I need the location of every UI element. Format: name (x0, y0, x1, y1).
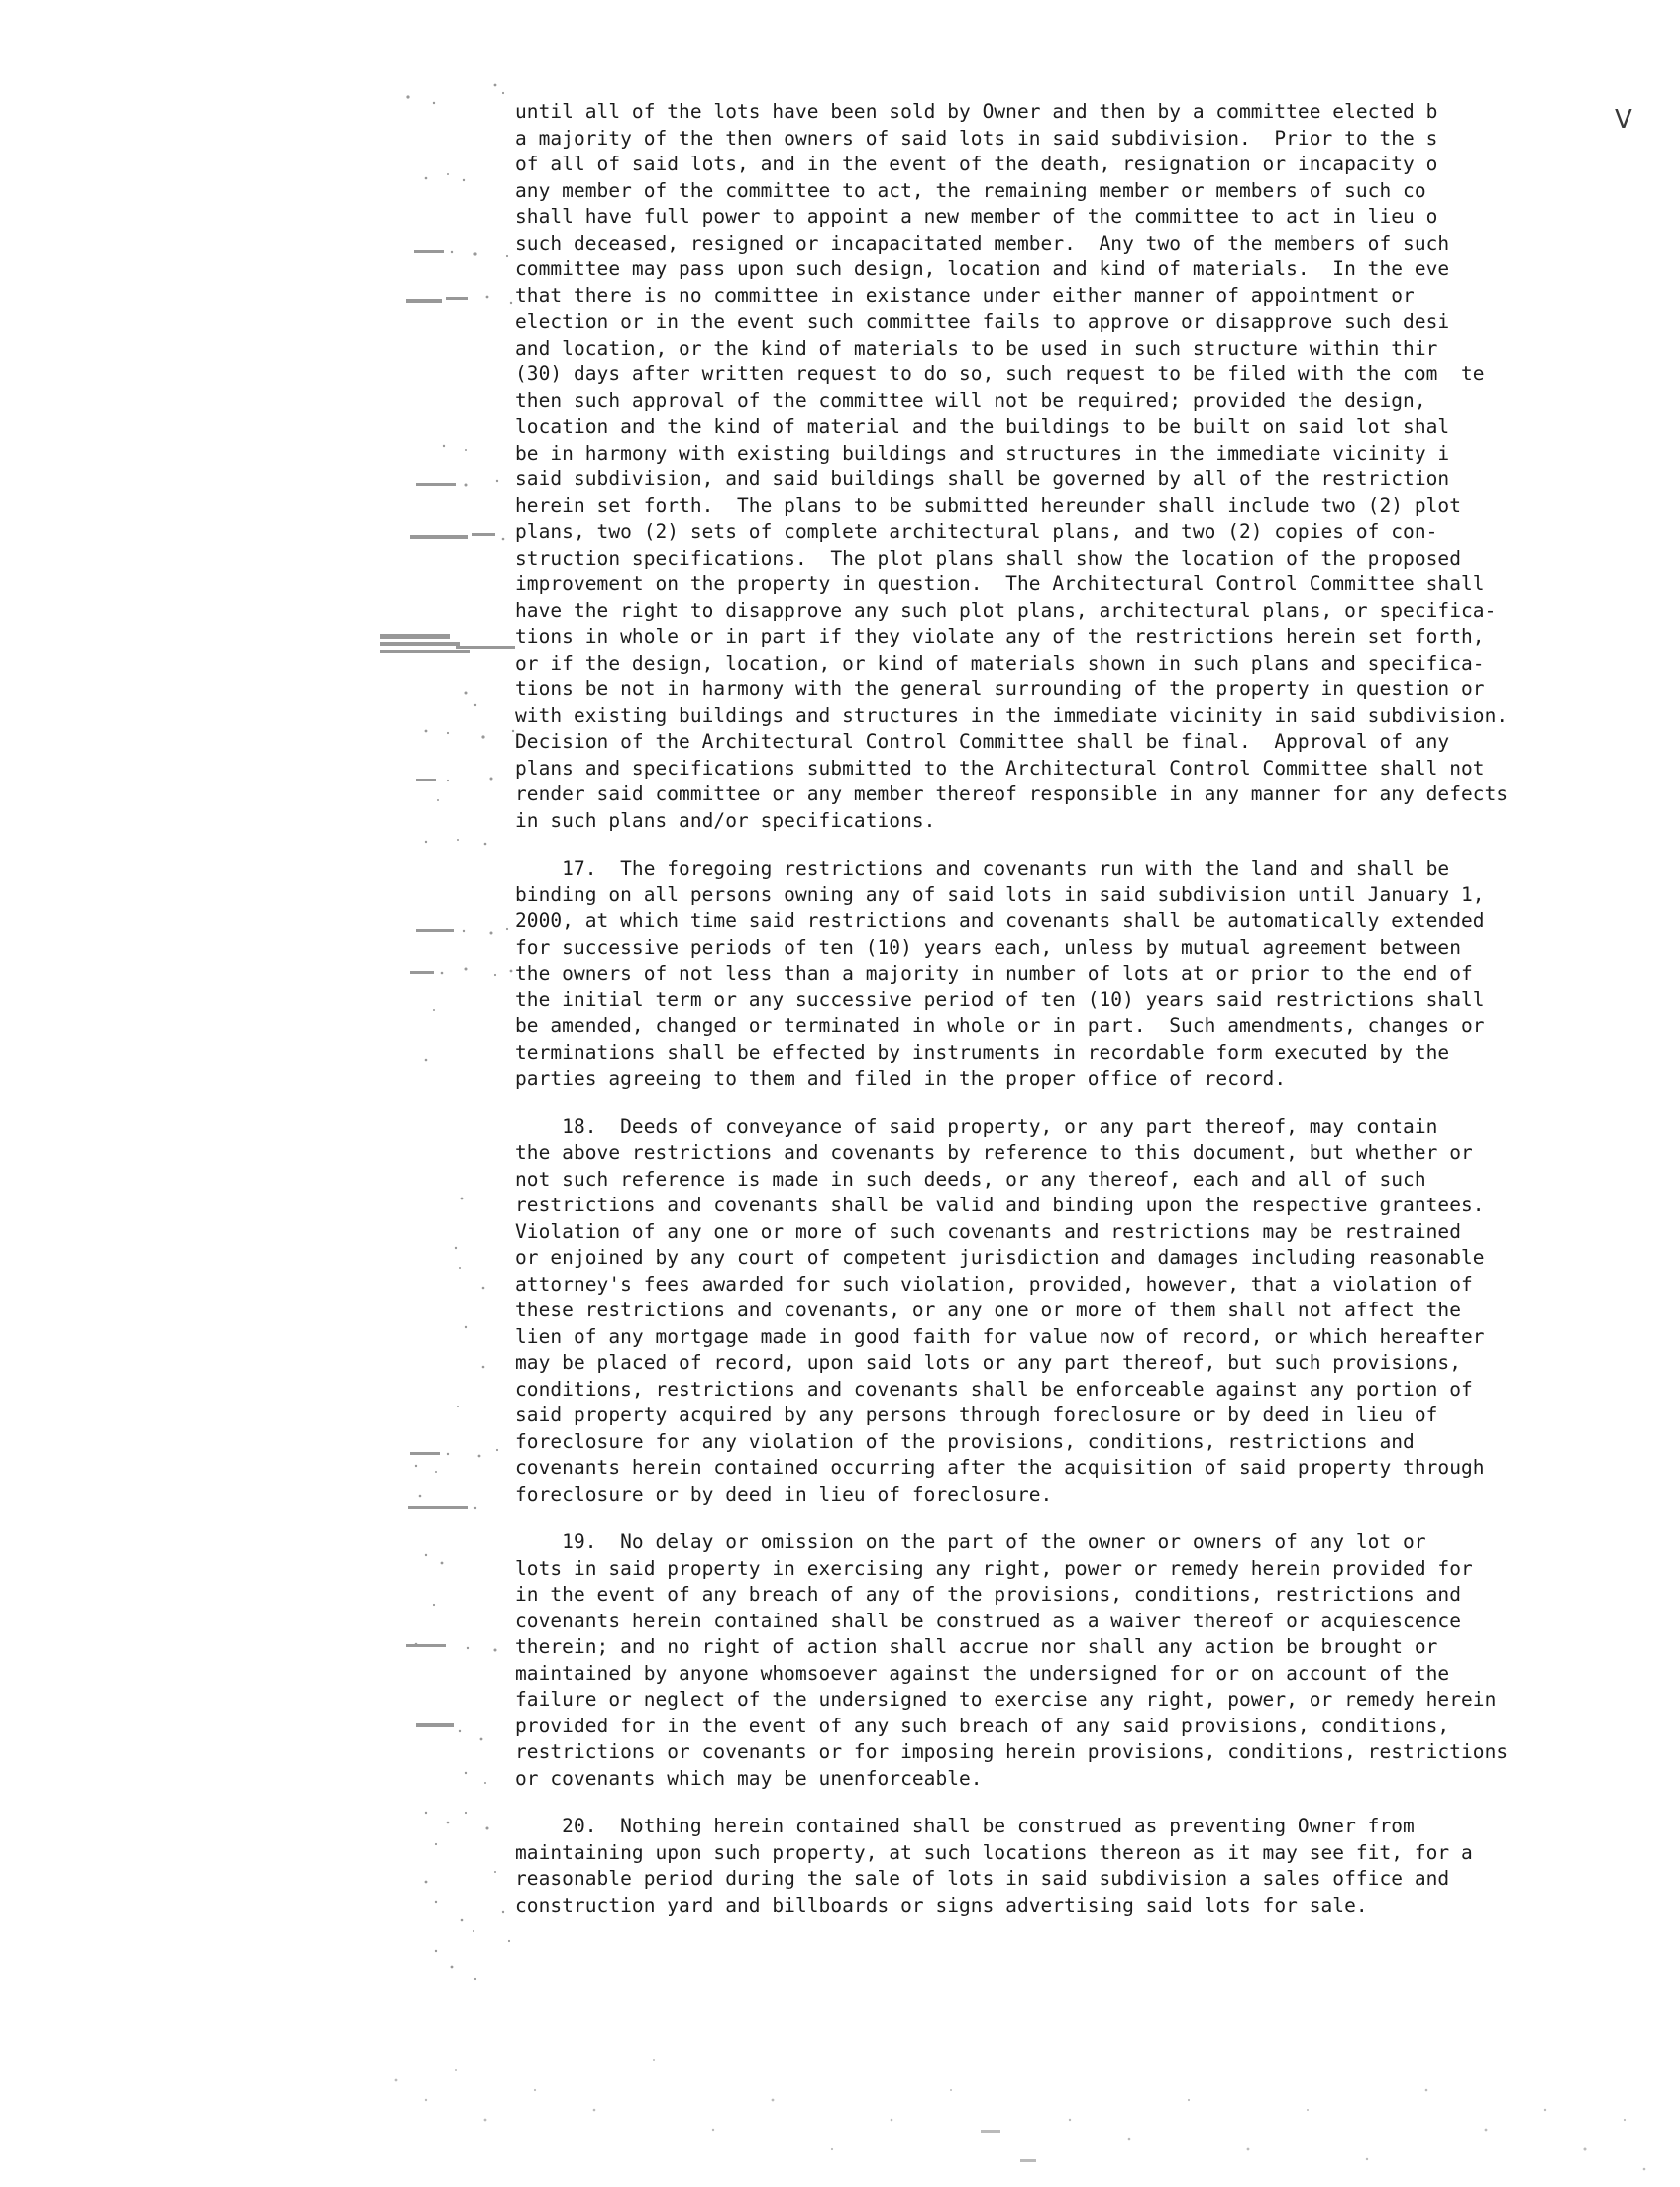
text-line: not such reference is made in such deeds, or any thereof, each and all of such (515, 1167, 1426, 1191)
paragraph-17 (515, 856, 1634, 1093)
text-line: restrictions or covenants or for imposing herein provisions, conditions, restrictions (515, 1740, 1509, 1763)
text-line: be in harmony with existing buildings and structures in the immediate vicinity i (515, 441, 1450, 465)
text-line: location and the kind of material and the buildings to be built on said lot shal (515, 415, 1450, 438)
text-line: in the event of any breach of any of the provisions, conditions, restrictions and (515, 1583, 1461, 1606)
text-line: plans and specifications submitted to the Architectural Control Committee shall not (515, 756, 1485, 780)
text-line: herein set forth. The plans to be submitted hereunder shall include two (2) plot (515, 493, 1461, 517)
margin-checkmark-icon: V (1615, 105, 1632, 135)
text-line: 20. Nothing herein contained shall be construed as preventing Owner from (515, 1815, 1415, 1837)
text-line: provided for in the event of any such breach of any said provisions, conditions, (515, 1714, 1450, 1737)
text-line: terminations shall be effected by instruments in recordable form executed by the (515, 1040, 1450, 1064)
text-line: with existing buildings and structures in the immediate vicinity in said subdivision. (515, 703, 1509, 727)
text-line: render said committee or any member thereof responsible in any manner for any defects (515, 782, 1509, 805)
text-line: 18. Deeds of conveyance of said property, or any part thereof, may contain (515, 1114, 1438, 1138)
scan-noise-left-margin (0, 0, 555, 2187)
text-line: construction yard and billboards or signs advertising said lots for sale. (515, 1893, 1368, 1917)
text-line: foreclosure for any violation of the provisions, conditions, restrictions and (515, 1429, 1415, 1453)
paragraph-spacer (515, 1792, 1634, 1814)
paragraph-19 (515, 1529, 1634, 1792)
text-line: parties agreeing to them and filed in the proper office of record. (515, 1067, 1287, 1090)
paragraph-20 (515, 1814, 1634, 1919)
text-line: struction specifications. The plot plans shall show the location of the proposed (515, 546, 1461, 570)
paragraph-spacer (515, 1093, 1634, 1114)
text-line: the above restrictions and covenants by reference to this document, but whether or (515, 1141, 1473, 1164)
text-line: Decision of the Architectural Control Committee shall be final. Approval of any (515, 730, 1450, 753)
text-line: therein; and no right of action shall accrue nor shall any action be brought or (515, 1635, 1438, 1658)
text-line: conditions, restrictions and covenants shall be enforceable against any portion of (515, 1377, 1473, 1401)
paragraph-spacer (515, 1508, 1634, 1529)
text-line: or covenants which may be unenforceable. (515, 1766, 983, 1790)
text-line: said property acquired by any persons through foreclosure or by deed in lieu of (515, 1404, 1438, 1426)
text-line: 2000, at which time said restrictions and covenants shall be automatically extended (515, 909, 1485, 932)
text-line: 19. No delay or omission on the part of the owner or owners of any lot or (515, 1530, 1426, 1553)
text-line: election or in the event such committee fails to approve or disapprove such desi (515, 310, 1450, 333)
paragraph-18 (515, 1114, 1634, 1509)
text-line: and location, or the kind of materials to be used in such structure within thir (515, 336, 1438, 360)
text-line: maintained by anyone whomsoever against the undersigned for or on account of the (515, 1661, 1450, 1685)
text-line: any member of the committee to act, the remaining member or members of such co (515, 178, 1426, 202)
text-line: failure or neglect of the undersigned to exercise any right, power, or remedy herein (515, 1688, 1497, 1711)
text-line: binding on all persons owning any of said lots in said subdivision until January 1, (515, 883, 1485, 906)
text-line: restrictions and covenants shall be valid and binding upon the respective grantees. (515, 1194, 1485, 1216)
text-line: (30) days after written request to do so, such request to be filed with the com te (515, 363, 1485, 385)
text-line: Violation of any one or more of such covenants and restrictions may be restrained (515, 1219, 1461, 1243)
text-line: covenants herein contained occurring after the acquisition of said property through (515, 1456, 1485, 1479)
text-line: or if the design, location, or kind of materials shown in such plans and specifica- (515, 651, 1485, 675)
text-line: or enjoined by any court of competent jurisdiction and damages including reasonable (515, 1246, 1485, 1269)
text-line: may be placed of record, upon said lots or any part thereof, but such provisions, (515, 1351, 1461, 1374)
text-line: plans, two (2) sets of complete architectural plans, and two (2) copies of con- (515, 520, 1438, 543)
text-line: in such plans and/or specifications. (515, 808, 936, 832)
text-line: said subdivision, and said buildings shall be governed by all of the restriction (515, 468, 1450, 490)
text-line: be amended, changed or terminated in whole or in part. Such amendments, changes or (515, 1014, 1485, 1037)
text-line: the initial term or any successive period of ten (10) years said restrictions shall (515, 988, 1485, 1011)
text-line: attorney's fees awarded for such violation, provided, however, that a violation of (515, 1272, 1473, 1296)
text-line: that there is no committee in existance under either manner of appointment or (515, 283, 1415, 307)
text-line: lien of any mortgage made in good faith for value now of record, or which hereafter (515, 1324, 1485, 1348)
text-line: have the right to disapprove any such plot plans, architectural plans, or specifica- (515, 598, 1497, 622)
text-line: covenants herein contained shall be construed as a waiver thereof or acquiescence (515, 1609, 1461, 1632)
paragraph-16-continuation (515, 99, 1634, 834)
text-line: for successive periods of ten (10) years each, unless by mutual agreement between (515, 935, 1461, 959)
text-line: lots in said property in exercising any right, power or remedy herein provided for (515, 1556, 1473, 1580)
text-line: these restrictions and covenants, or any one or more of them shall not affect the (515, 1299, 1461, 1321)
text-line: tions in whole or in part if they violate any of the restrictions herein set forth, (515, 625, 1485, 648)
text-line: of all of said lots, and in the event of the death, resignation or incapacity o (515, 153, 1438, 175)
text-line: the owners of not less than a majority in number of lots at or prior to the end of (515, 962, 1473, 985)
text-line: shall have full power to appoint a new member of the committee to act in lieu o (515, 205, 1438, 228)
text-line: a majority of the then owners of said lots in said subdivision. Prior to the s (515, 126, 1438, 150)
text-line: until all of the lots have been sold by Owner and then by a committee elected b (515, 100, 1438, 123)
text-line: maintaining upon such property, at such locations thereon as it may see fit, for a (515, 1840, 1473, 1864)
document-body (515, 99, 1634, 1919)
text-line: 17. The foregoing restrictions and covenants run with the land and shall be (515, 857, 1450, 880)
text-line: such deceased, resigned or incapacitated member. Any two of the members of such (515, 231, 1450, 255)
text-line: committee may pass upon such design, location and kind of materials. In the eve (515, 258, 1450, 280)
text-line: reasonable period during the sale of lots in said subdivision a sales office and (515, 1867, 1450, 1890)
text-line: improvement on the property in question. The Architectural Control Committee shall (515, 573, 1485, 595)
text-line: then such approval of the committee will not be required; provided the design, (515, 388, 1426, 412)
text-line: foreclosure or by deed in lieu of foreclosure. (515, 1482, 1053, 1506)
text-line: tions be not in harmony with the general surrounding of the property in question or (515, 677, 1485, 700)
paragraph-spacer (515, 834, 1634, 856)
scan-noise-bottom (337, 2001, 1674, 2187)
